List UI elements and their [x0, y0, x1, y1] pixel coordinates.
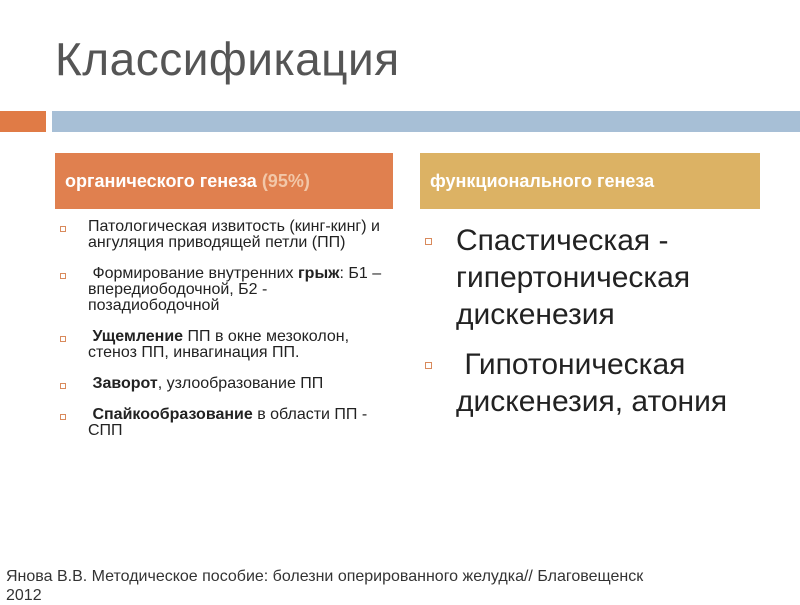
bullet-icon	[60, 336, 66, 342]
list-item	[60, 219, 400, 251]
header-functional-label: функционального генеза	[430, 170, 655, 191]
header-organic-label: органического генеза	[65, 170, 262, 191]
bullet-icon	[60, 226, 66, 232]
list-item	[60, 407, 400, 439]
footer-citation: Янова В.В. Методическое пособие: болезни оперированного желудка// Благовещенск	[6, 568, 644, 585]
header-functional	[420, 153, 760, 209]
list-item	[425, 346, 785, 420]
footer-year: 2012	[6, 587, 42, 604]
item-pre: Формирование внутренних	[88, 265, 298, 282]
list-item	[60, 329, 400, 361]
item-text: Спастическая - гипертоническая дискенезия	[456, 224, 691, 331]
item-text: , узлообразование ПП	[157, 375, 324, 392]
bullet-icon	[425, 362, 432, 369]
bullet-icon	[425, 238, 432, 245]
item-bold: грыж	[298, 265, 340, 282]
item-bold: Спайкообразование	[92, 406, 253, 423]
list-item	[425, 222, 785, 333]
header-organic	[55, 153, 393, 209]
item-bold: Ущемление	[92, 328, 184, 345]
item-text: ПП в окне мезоколон, стеноз ПП, инвагинация ПП.	[88, 328, 350, 361]
organic-list	[60, 219, 400, 454]
list-item	[60, 266, 400, 314]
bullet-icon	[60, 414, 66, 420]
item-text: в области ПП - СПП	[88, 406, 368, 439]
slide-title: Классификация	[55, 33, 400, 85]
item-text: : Б1 – впередиободочной, Б2 - позадиободочной	[88, 265, 382, 314]
bullet-icon	[60, 383, 66, 389]
item-text: Патологическая извитость (кинг-кинг) и ангуляция приводящей петли (ПП)	[88, 218, 380, 251]
item-text: Гипотоническая дискенезия, атония	[456, 348, 728, 418]
accent-bar-blue	[52, 111, 800, 132]
list-item	[60, 376, 400, 392]
item-bold: Заворот	[92, 375, 158, 392]
header-organic-percent: (95%)	[261, 170, 310, 191]
bullet-icon	[60, 273, 66, 279]
accent-bar-orange	[0, 111, 46, 132]
functional-list	[425, 222, 785, 433]
